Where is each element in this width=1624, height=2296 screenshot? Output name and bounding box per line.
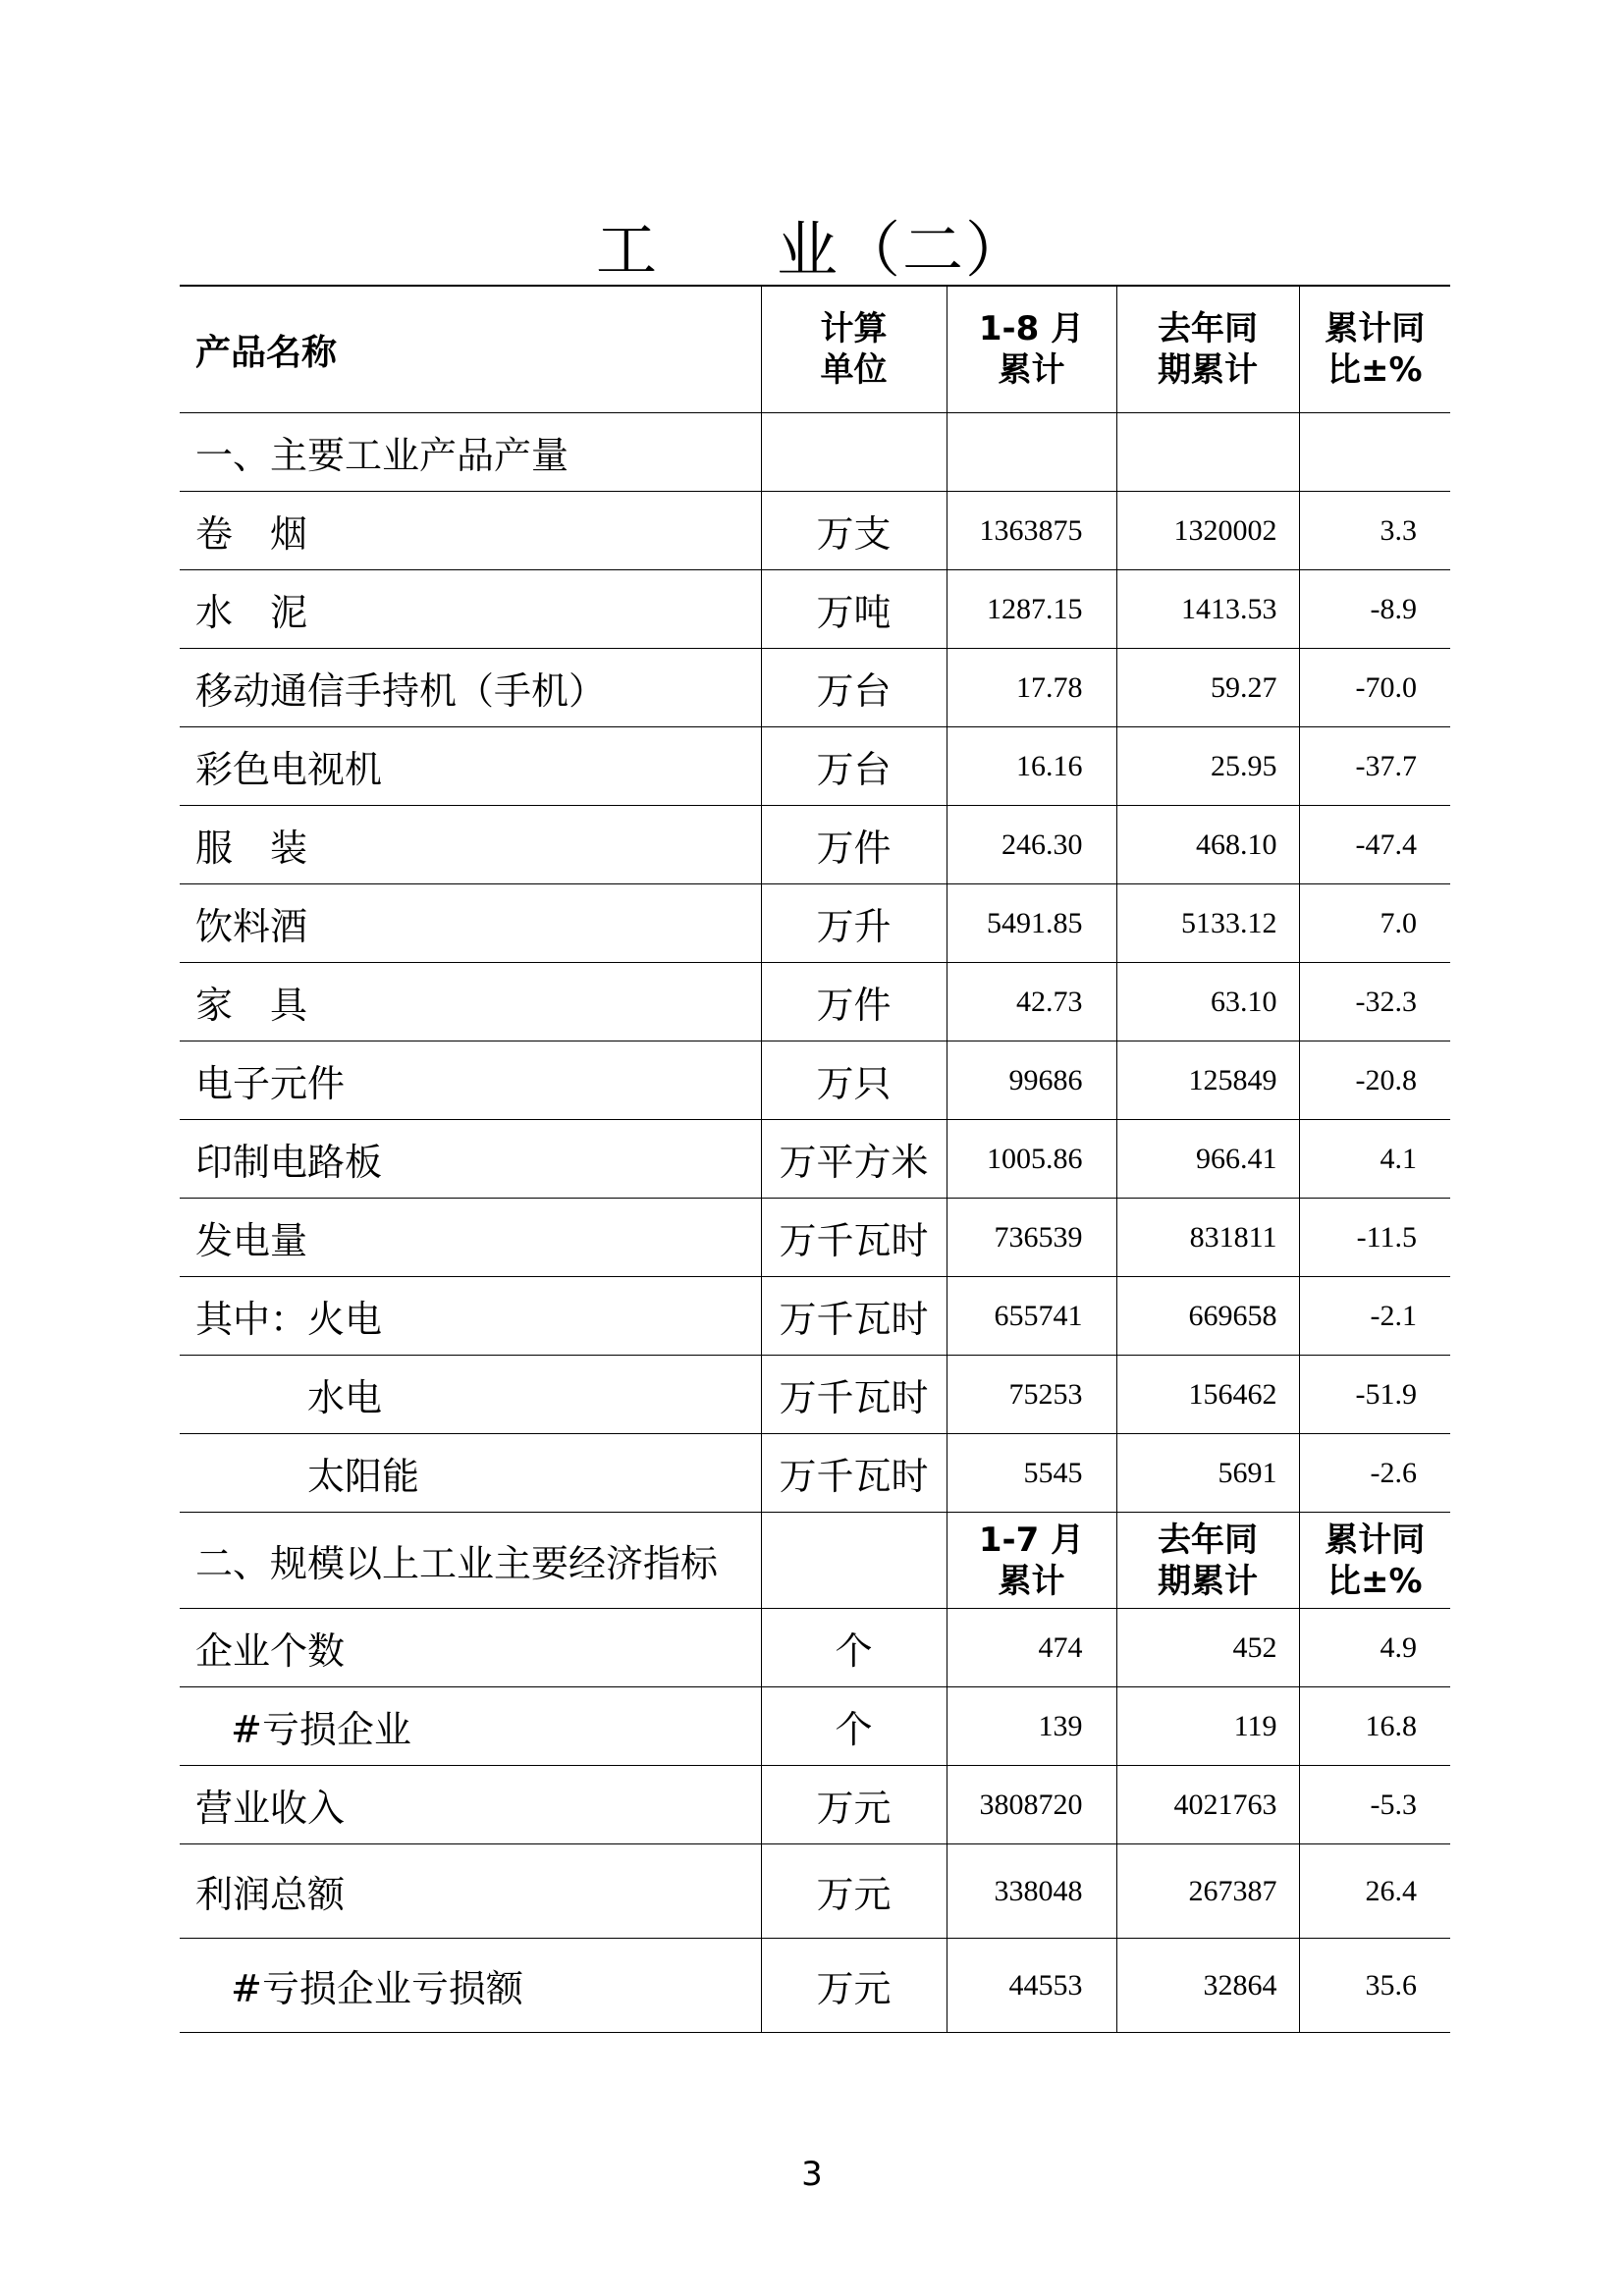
row-current: 139 [947, 1687, 1116, 1766]
row-name: 印制电路板 [180, 1120, 761, 1199]
row-current: 1005.86 [947, 1120, 1116, 1199]
row-unit: 万件 [761, 806, 947, 884]
row-unit: 万千瓦时 [761, 1199, 947, 1277]
row-previous: 267387 [1116, 1844, 1299, 1939]
row-yoy: -8.9 [1299, 570, 1450, 649]
row-yoy: -32.3 [1299, 963, 1450, 1041]
row-previous: 156462 [1116, 1356, 1299, 1434]
header-unit: 计算 单位 [761, 286, 947, 413]
row-yoy: -70.0 [1299, 649, 1450, 727]
table-row [180, 649, 1450, 727]
row-yoy: -20.8 [1299, 1041, 1450, 1120]
section1-title-row [180, 413, 1450, 492]
row-yoy: 16.8 [1299, 1687, 1450, 1766]
header-previous-cumulative: 去年同 期累计 [1116, 286, 1299, 413]
row-unit: 万千瓦时 [761, 1277, 947, 1356]
row-yoy: -2.1 [1299, 1277, 1450, 1356]
row-current: 474 [947, 1609, 1116, 1687]
table-row [180, 492, 1450, 570]
header-product-name: 产品名称 [180, 286, 761, 413]
section2-header-yoy-change: 累计同 比±% [1299, 1513, 1450, 1609]
row-unit: 个 [761, 1687, 947, 1766]
row-yoy: -37.7 [1299, 727, 1450, 806]
row-name: #亏损企业 [180, 1687, 761, 1766]
table-row [180, 1199, 1450, 1277]
row-current: 3808720 [947, 1766, 1116, 1844]
row-current: 42.73 [947, 963, 1116, 1041]
header-current-cumulative: 1-8 月 累计 [947, 286, 1116, 413]
row-current: 44553 [947, 1939, 1116, 2033]
row-name: 营业收入 [180, 1766, 761, 1844]
row-yoy: 4.9 [1299, 1609, 1450, 1687]
row-previous: 468.10 [1116, 806, 1299, 884]
row-name: 水电 [180, 1356, 761, 1434]
table-row [180, 1277, 1450, 1356]
row-previous: 63.10 [1116, 963, 1299, 1041]
row-previous: 5691 [1116, 1434, 1299, 1513]
row-name: 其中：火电 [180, 1277, 761, 1356]
row-yoy: -2.6 [1299, 1434, 1450, 1513]
page-title [0, 201, 1624, 289]
row-unit: 万只 [761, 1041, 947, 1120]
row-yoy: 3.3 [1299, 492, 1450, 570]
row-current: 75253 [947, 1356, 1116, 1434]
row-current: 736539 [947, 1199, 1116, 1277]
row-previous: 32864 [1116, 1939, 1299, 2033]
section2-header-row [180, 1513, 1450, 1609]
row-unit: 万千瓦时 [761, 1356, 947, 1434]
row-current: 1287.15 [947, 570, 1116, 649]
row-previous: 5133.12 [1116, 884, 1299, 963]
row-name: 发电量 [180, 1199, 761, 1277]
table-row [180, 1766, 1450, 1844]
row-previous: 125849 [1116, 1041, 1299, 1120]
table-row [180, 884, 1450, 963]
row-name: 家 具 [180, 963, 761, 1041]
section1-title: 一、主要工业产品产量 [180, 413, 761, 492]
row-name: 移动通信手持机（手机） [180, 649, 761, 727]
row-yoy: -11.5 [1299, 1199, 1450, 1277]
table-row [180, 806, 1450, 884]
table-row [180, 1120, 1450, 1199]
row-unit: 万件 [761, 963, 947, 1041]
header-yoy-change: 累计同 比±% [1299, 286, 1450, 413]
table-header-row [180, 286, 1450, 413]
row-previous: 831811 [1116, 1199, 1299, 1277]
row-name: 企业个数 [180, 1609, 761, 1687]
row-yoy: -47.4 [1299, 806, 1450, 884]
table-row [180, 570, 1450, 649]
row-unit: 万台 [761, 727, 947, 806]
row-name: 服 装 [180, 806, 761, 884]
row-previous: 25.95 [1116, 727, 1299, 806]
row-previous: 1320002 [1116, 492, 1299, 570]
row-name: 利润总额 [180, 1844, 761, 1939]
industry-stats-table [180, 285, 1450, 2033]
row-previous: 966.41 [1116, 1120, 1299, 1199]
row-previous: 669658 [1116, 1277, 1299, 1356]
row-yoy: 7.0 [1299, 884, 1450, 963]
row-current: 5545 [947, 1434, 1116, 1513]
row-previous: 119 [1116, 1687, 1299, 1766]
row-yoy: 4.1 [1299, 1120, 1450, 1199]
table-row [180, 1939, 1450, 2033]
row-yoy: -5.3 [1299, 1766, 1450, 1844]
table-row [180, 963, 1450, 1041]
row-name: 彩色电视机 [180, 727, 761, 806]
row-unit: 万元 [761, 1939, 947, 2033]
row-name: #亏损企业亏损额 [180, 1939, 761, 2033]
row-unit: 万千瓦时 [761, 1434, 947, 1513]
title-part-1: 工 [595, 214, 659, 286]
row-unit: 万升 [761, 884, 947, 963]
table-row [180, 1434, 1450, 1513]
row-unit: 个 [761, 1609, 947, 1687]
table-row [180, 1041, 1450, 1120]
title-part-2: 业（二） [777, 214, 1029, 286]
row-unit: 万吨 [761, 570, 947, 649]
table-row [180, 1844, 1450, 1939]
row-name: 水 泥 [180, 570, 761, 649]
row-current: 16.16 [947, 727, 1116, 806]
page-number: 3 [801, 2155, 823, 2194]
row-current: 99686 [947, 1041, 1116, 1120]
row-current: 1363875 [947, 492, 1116, 570]
row-unit: 万元 [761, 1766, 947, 1844]
section2-header-previous-cumulative: 去年同 期累计 [1116, 1513, 1299, 1609]
table-row [180, 727, 1450, 806]
row-yoy: 26.4 [1299, 1844, 1450, 1939]
row-unit: 万平方米 [761, 1120, 947, 1199]
row-unit: 万台 [761, 649, 947, 727]
row-yoy: -51.9 [1299, 1356, 1450, 1434]
table-row [180, 1687, 1450, 1766]
row-previous: 59.27 [1116, 649, 1299, 727]
table-row [180, 1356, 1450, 1434]
row-name: 电子元件 [180, 1041, 761, 1120]
row-previous: 452 [1116, 1609, 1299, 1687]
row-name: 太阳能 [180, 1434, 761, 1513]
section2-title: 二、规模以上工业主要经济指标 [180, 1513, 761, 1609]
section2-header-current-cumulative: 1-7 月 累计 [947, 1513, 1116, 1609]
row-yoy: 35.6 [1299, 1939, 1450, 2033]
table-row [180, 1609, 1450, 1687]
row-current: 338048 [947, 1844, 1116, 1939]
row-current: 655741 [947, 1277, 1116, 1356]
row-previous: 1413.53 [1116, 570, 1299, 649]
row-previous: 4021763 [1116, 1766, 1299, 1844]
row-unit: 万元 [761, 1844, 947, 1939]
row-name: 卷 烟 [180, 492, 761, 570]
row-name: 饮料酒 [180, 884, 761, 963]
row-current: 5491.85 [947, 884, 1116, 963]
row-current: 17.78 [947, 649, 1116, 727]
row-current: 246.30 [947, 806, 1116, 884]
row-unit: 万支 [761, 492, 947, 570]
